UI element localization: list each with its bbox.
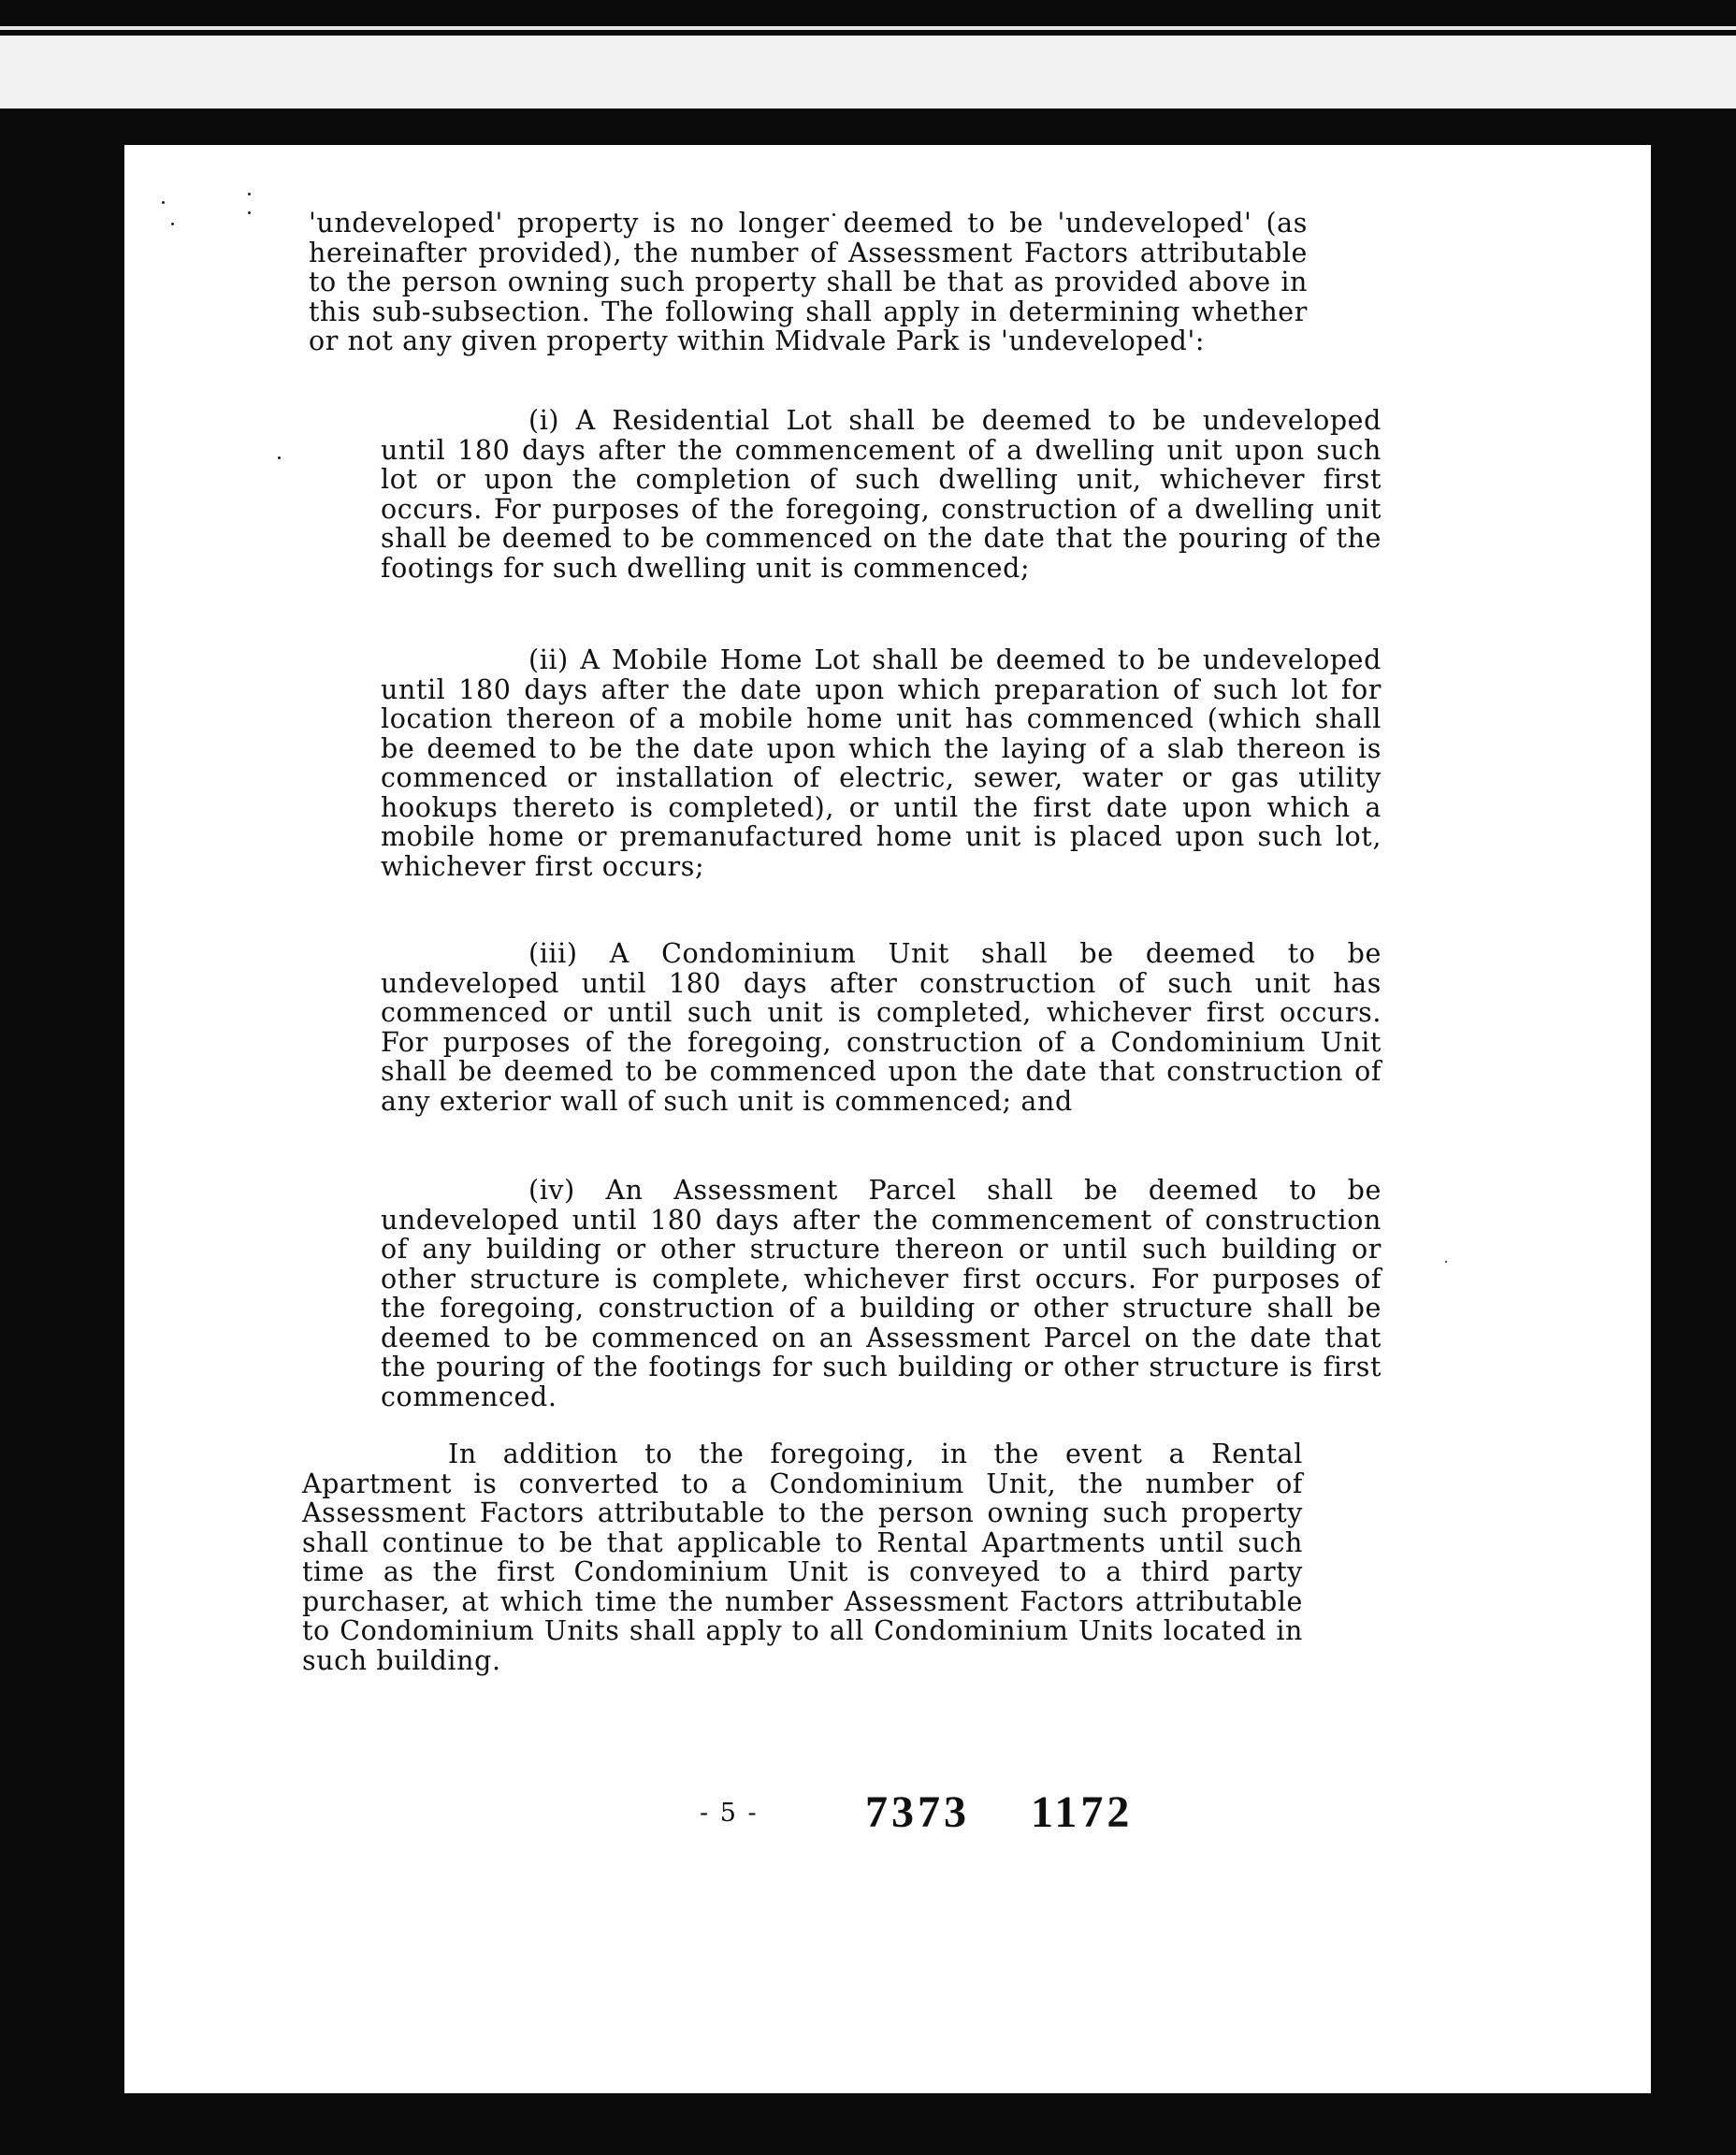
- top-scan-rule: [0, 26, 1736, 30]
- book-number: 7373: [865, 1787, 970, 1837]
- intro-paragraph: 'undeveloped' property is no longer deemed to be 'undeveloped' (as hereinafter provided), the number of Assessment Factors attributable to the person owning such property shall be that as provided above in this sub-subsection. The following shall apply in determining whether or not any given property within Midvale Park is 'undeveloped':: [309, 208, 1308, 356]
- scan-speck: [248, 193, 251, 195]
- scan-speck: [171, 223, 174, 225]
- clause-iii: (iii) A Condominium Unit shall be deemed to be undeveloped until 180 days after construction of such unit has commenced or until such unit is completed, whichever first occurs. For purposes of the foregoing, construction of a Condominium Unit shall be deemed to be commenced upon the date that construction of any exterior wall of such unit is commenced; and: [381, 938, 1382, 1117]
- clause-i: (i) A Residential Lot shall be deemed to be undeveloped until 180 days after the commencement of a dwelling unit upon such lot or upon the completion of such dwelling unit, whichever first occurs. For purposes of the foregoing, construction of a dwelling unit shall be deemed to be commenced on the date that the pouring of the footings for such dwelling unit is commenced;: [381, 405, 1382, 584]
- scan-speck: [1445, 1261, 1447, 1263]
- clause-iv: (iv) An Assessment Parcel shall be deemed to be undeveloped until 180 days after the commencement of construction of any building or other structure thereon or until such building or other structure is complete, whichever first occurs. For purposes of the foregoing, construction of a building or other structure shall be deemed to be commenced on an Assessment Parcel on the date that the pouring of the footings for such building or other structure is first commenced.: [381, 1175, 1382, 1412]
- scan-speck: [248, 211, 251, 214]
- scan-speck: [162, 201, 165, 204]
- clause-ii: (ii) A Mobile Home Lot shall be deemed to be undeveloped until 180 days after the date upon which preparation of such lot for location thereon of a mobile home unit has commenced (which shall be deemed to be the date upon which the laying of a slab thereon is commenced or installation of electric, sewer, water or gas utility hookups thereto is completed), or until the first date upon which a mobile home or premanufactured home unit is placed upon such lot, whichever first occurs;: [381, 644, 1382, 882]
- scan-speck: [278, 456, 281, 459]
- page-number: - 5 -: [700, 1799, 759, 1828]
- top-scan-band: [0, 36, 1736, 108]
- book-page-number: 1172: [1031, 1787, 1134, 1837]
- final-paragraph: In addition to the foregoing, in the event a Rental Apartment is converted to a Condominium Unit, the number of Assessment Factors attributable to the person owning such property shall continue to be that applicable to Rental Apartments until such time as the first Condominium Unit is conveyed to a third party purchaser, at which time the number Assessment Factors attributable to Condominium Units shall apply to all Condominium Units located in such building.: [302, 1439, 1303, 1676]
